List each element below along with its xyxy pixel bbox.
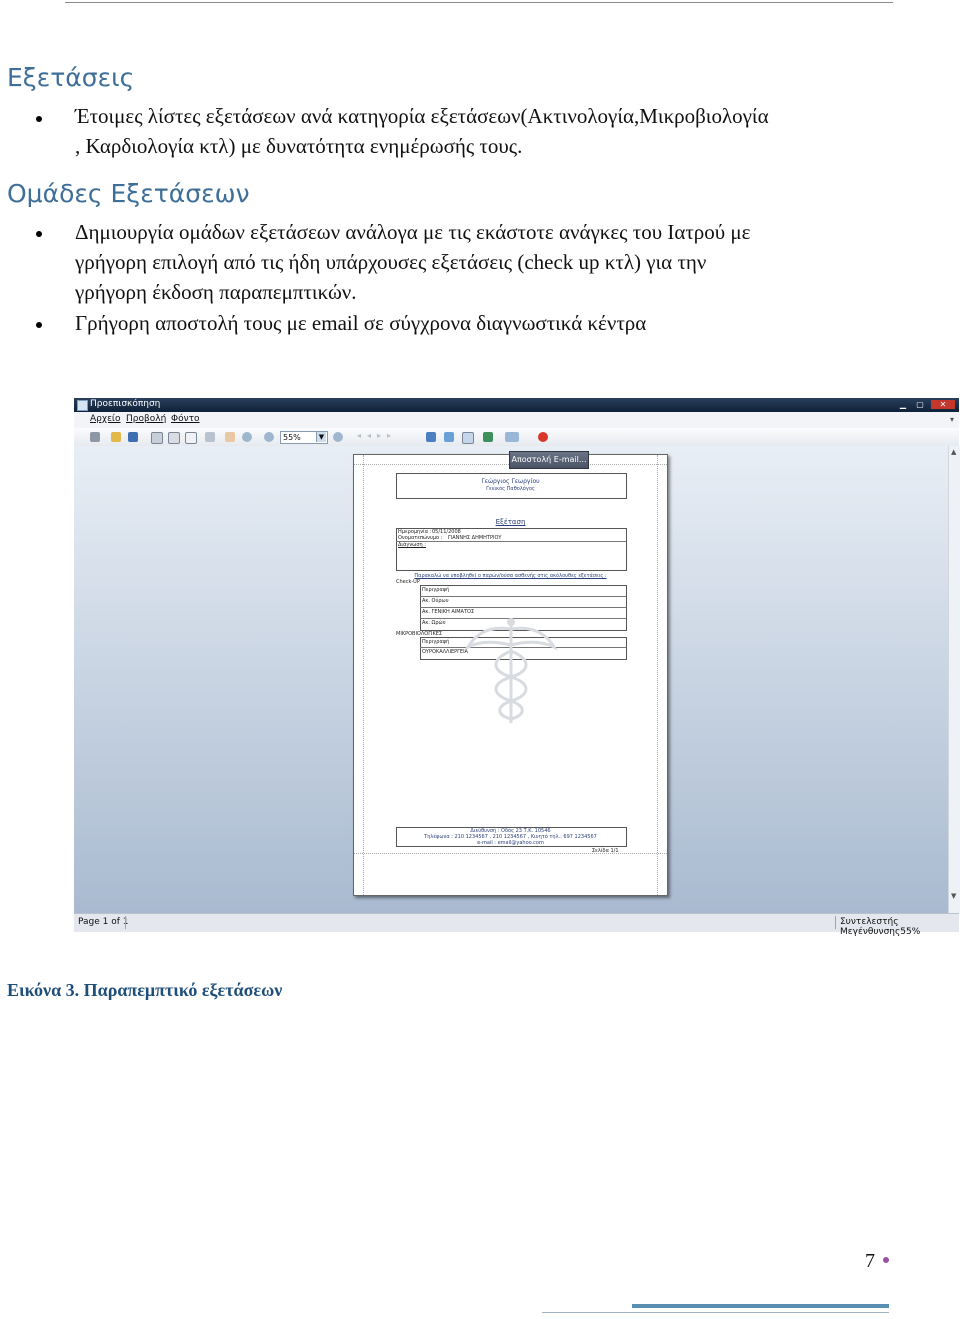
hand-icon[interactable] bbox=[225, 432, 235, 442]
window-title: Προεπισκόπηση bbox=[90, 399, 161, 409]
table-header: Περιγραφή bbox=[422, 639, 450, 645]
page-number: 7 bbox=[865, 1250, 875, 1272]
maximize-icon[interactable]: ▢ bbox=[916, 400, 924, 409]
doctor-name: Γεώργιος Γεωργίου bbox=[481, 478, 540, 485]
caduceus-watermark-icon bbox=[466, 615, 556, 727]
table-row: ΟΥΡΟΚΑΛΛΙΕΡΓΕΙΑ bbox=[422, 649, 468, 655]
zoom-select[interactable]: 55% bbox=[280, 431, 328, 444]
app-icon bbox=[77, 400, 88, 411]
bullet-dot bbox=[36, 116, 42, 122]
binoculars-icon[interactable] bbox=[90, 432, 100, 442]
doctor-specialty: Γενικός Παθολόγος bbox=[486, 486, 535, 492]
table-row-line bbox=[420, 596, 626, 597]
bullet-text-line: Γρήγορη αποστολή τους με email σε σύγχρονα διαγνωστικά κέντρα bbox=[75, 311, 647, 335]
status-page-count: Page 1 of 1 bbox=[78, 917, 129, 927]
menu-view[interactable]: Προβολή bbox=[126, 414, 167, 424]
magnifier-icon[interactable] bbox=[242, 432, 252, 442]
bullet-text-line: Δημιουργία ομάδων εξετάσεων ανάλογα με τις εκάστοτε ανάγκες του Ιατρού με bbox=[75, 220, 751, 244]
heading-exams: Εξετάσεις bbox=[7, 63, 135, 92]
status-divider bbox=[125, 916, 126, 929]
document-page bbox=[353, 454, 668, 896]
bullet-dot bbox=[36, 231, 42, 237]
email-tooltip: Αποστολή E-mail... bbox=[509, 451, 589, 469]
date-label: Ημερομηνία : bbox=[398, 529, 432, 535]
multi-page-icon[interactable] bbox=[444, 432, 454, 442]
chevron-down-icon[interactable]: ▼ bbox=[316, 432, 326, 442]
print-icon[interactable] bbox=[168, 432, 180, 444]
bullet-text-line: γρήγορη έκδοση παραπεμπτικών. bbox=[75, 280, 357, 304]
group-checkup: Check-UP bbox=[396, 579, 420, 585]
footer-email: e-mail : email@yahoo.com bbox=[477, 840, 544, 846]
page-icon[interactable] bbox=[185, 432, 197, 444]
date-value: 05/11/2008 bbox=[432, 529, 461, 535]
scroll-up-icon[interactable]: ▲ bbox=[951, 448, 957, 456]
document-title: Εξέταση bbox=[495, 518, 526, 526]
preview-window-screenshot bbox=[74, 398, 959, 937]
vertical-scrollbar[interactable] bbox=[948, 446, 960, 913]
request-text: Παρακαλώ να υποβληθεί ο παρών/ούσα ασθενής στις ακόλουθες εξετάσεις : bbox=[414, 573, 607, 579]
table-row-line bbox=[420, 607, 626, 608]
diagnosis-label: Διάγνωση : bbox=[398, 542, 426, 548]
patient-row-line bbox=[396, 541, 626, 542]
margin-guide bbox=[354, 853, 667, 854]
table-row: Ακ. Ούρων bbox=[422, 598, 449, 604]
print-preview-icon[interactable] bbox=[205, 432, 215, 442]
minimize-icon[interactable]: ▁ bbox=[899, 400, 907, 409]
page-navigation-icons[interactable]: ◂◂▸▸ bbox=[357, 431, 398, 440]
group-microbiology: ΜΙΚΡΟΒΙΟΛΟΓΙΚΕΣ bbox=[396, 631, 443, 637]
footer-thin-line bbox=[542, 1312, 889, 1313]
status-zoom-factor: Συντελεστής Μεγένθυνσης55% bbox=[840, 917, 921, 937]
patient-label: Ονοματεπώνυμο : bbox=[398, 535, 443, 541]
status-divider bbox=[835, 916, 836, 929]
one-page-icon[interactable] bbox=[426, 432, 436, 442]
footer-accent-line bbox=[632, 1304, 889, 1308]
export-menu-icon[interactable] bbox=[483, 432, 493, 442]
patient-value: ΓΙΑΝΝΗΣ ΔΗΜΗΤΡΙΟΥ bbox=[448, 535, 502, 541]
bullet-text-line: Έτοιμες λίστες εξετάσεων ανά κατηγορία εξετάσεων(Ακτινολογία,Μικροβιολογία bbox=[75, 104, 769, 128]
menu-scroll-icon: ▾ bbox=[950, 415, 955, 424]
figure-caption: Εικόνα 3. Παραπεμπτικό εξετάσεων bbox=[7, 980, 283, 1000]
export-icon[interactable] bbox=[462, 432, 474, 444]
bullet-text-line: γρήγορη επιλογή από τις ήδη υπάρχουσες εξετάσεις (check up κτλ) για την bbox=[75, 250, 707, 274]
footer-page: Σελίδα 1/1 bbox=[592, 848, 619, 854]
window-titlebar bbox=[74, 398, 959, 412]
footer-address: Διεύθυνση : Οδός 23 Τ.Κ. 10546 bbox=[470, 828, 551, 834]
menu-bar bbox=[74, 412, 959, 429]
table-row: Ακ. ΓΕΝΙΚΗ ΑΙΜΑΤΟΣ bbox=[422, 609, 475, 615]
save-icon[interactable] bbox=[128, 432, 138, 442]
footer-phones: Τηλέφωνα : 210 1234567 , 210 1234567 , Κινητό τηλ.: 697 1234567 bbox=[424, 834, 597, 840]
heading-exam-groups: Ομάδες Εξετάσεων bbox=[7, 179, 250, 208]
menu-file[interactable]: Αρχείο bbox=[90, 414, 121, 424]
email-icon[interactable] bbox=[505, 432, 519, 442]
scroll-down-icon[interactable]: ▼ bbox=[951, 892, 957, 900]
page-number-dot bbox=[883, 1257, 889, 1263]
zoom-in-icon[interactable] bbox=[333, 432, 343, 442]
bullet-dot bbox=[36, 322, 42, 328]
zoom-out-icon[interactable] bbox=[264, 432, 274, 442]
top-rule bbox=[65, 2, 893, 3]
table-header: Περιγραφή bbox=[422, 587, 450, 593]
status-bar bbox=[74, 913, 959, 937]
page-setup-icon[interactable] bbox=[151, 432, 163, 444]
menu-background[interactable]: Φόντο bbox=[171, 414, 200, 424]
toolbar bbox=[74, 428, 959, 447]
close-icon[interactable]: ✕ bbox=[931, 400, 955, 409]
open-folder-icon[interactable] bbox=[111, 432, 121, 442]
table-row: Ακ. Ωρών bbox=[422, 620, 446, 626]
close-preview-icon[interactable] bbox=[538, 432, 548, 442]
bullet-text-line: , Καρδιολογία κτλ) με δυνατότητα ενημέρωσής τους. bbox=[75, 134, 523, 158]
